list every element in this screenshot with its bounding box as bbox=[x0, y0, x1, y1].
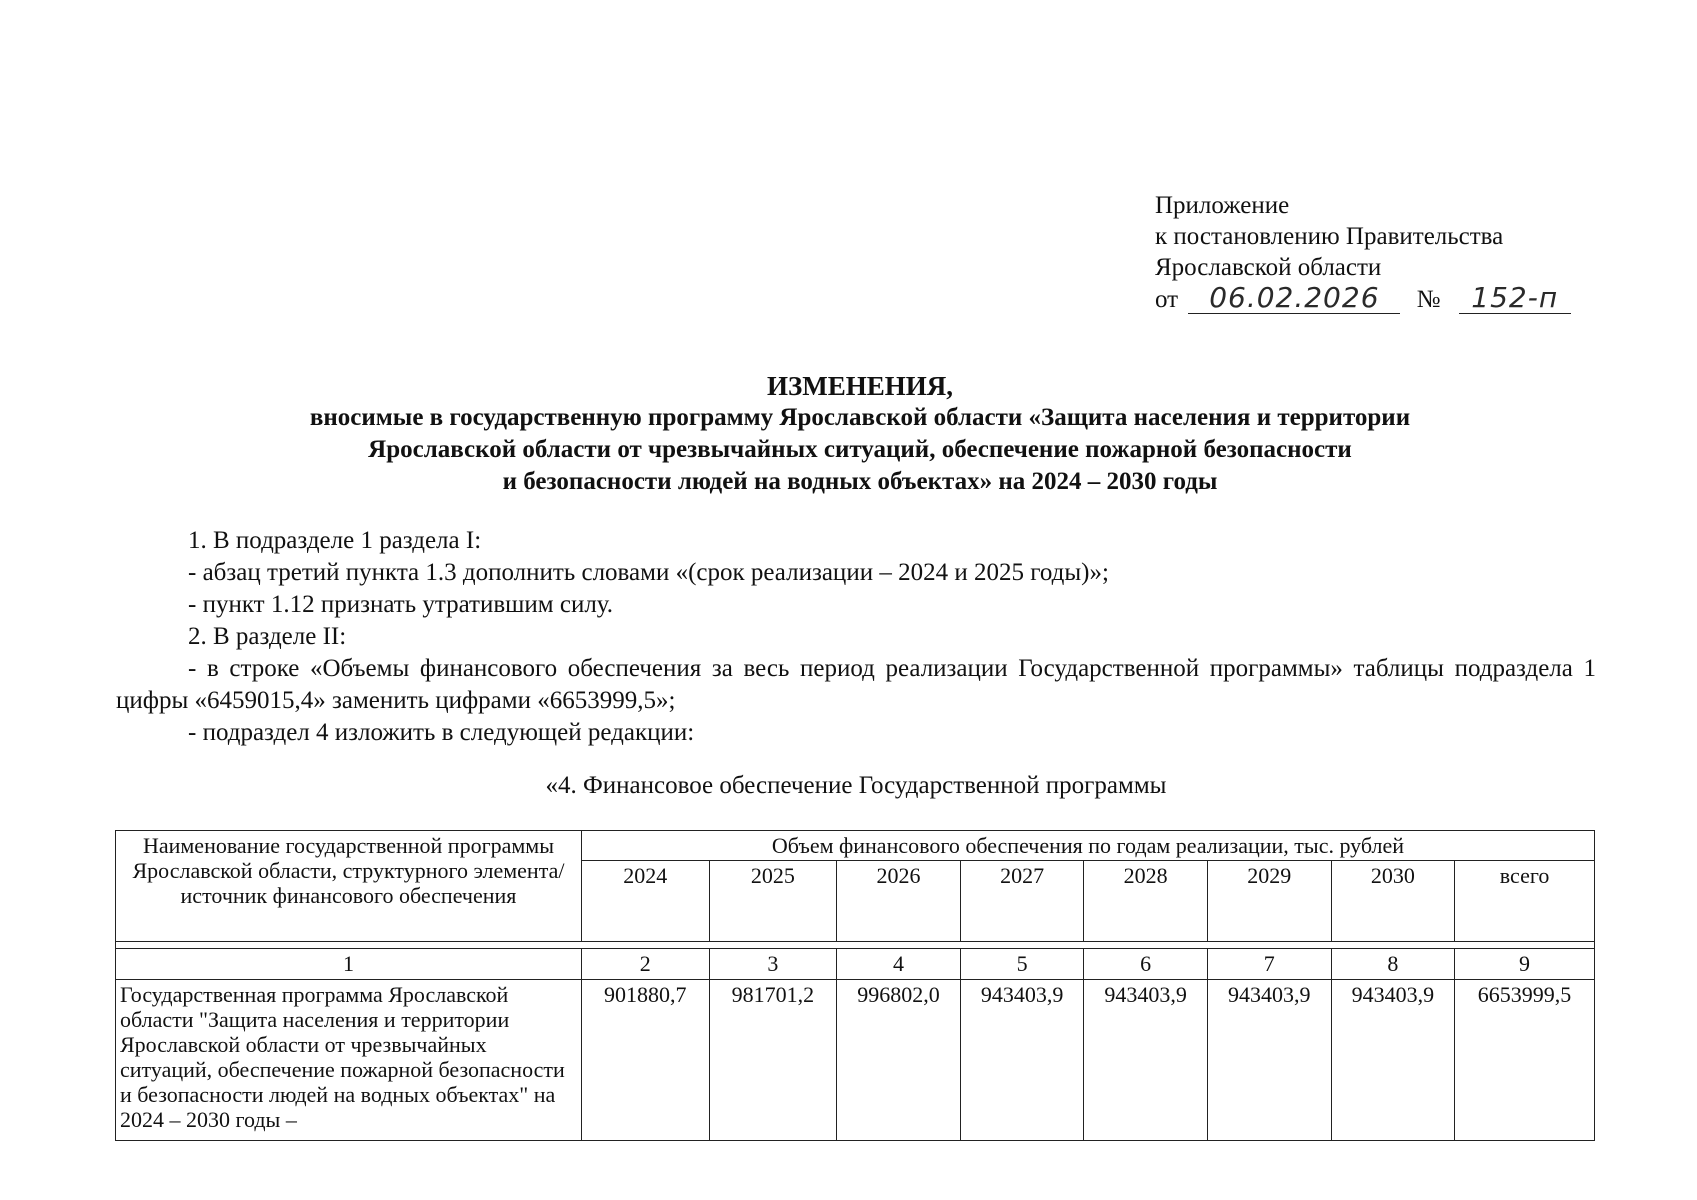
appendix-region: Ярославской области bbox=[1155, 254, 1382, 281]
section-caption: «4. Финансовое обеспечение Государственной программы bbox=[545, 772, 1167, 799]
year-header: 2028 bbox=[1084, 861, 1208, 942]
paragraph-5: - в строке «Объемы финансового обеспечения за весь период реализации Государственной программы» таблицы подраздела 1 цифры «6459015,4» заменить цифрами «6653999,5»; bbox=[116, 655, 1596, 714]
column-number: 3 bbox=[709, 949, 837, 980]
value-cell: 943403,9 bbox=[1331, 980, 1455, 1141]
table-header-row-1 bbox=[116, 831, 1595, 861]
value-cell: 996802,0 bbox=[837, 980, 961, 1141]
handwritten-date: 06.02.2026 bbox=[1188, 283, 1400, 314]
column-number: 1 bbox=[116, 949, 582, 980]
column-number-row bbox=[116, 949, 1595, 980]
total-value-cell: 6653999,5 bbox=[1455, 980, 1595, 1141]
title-line-3: и безопасности людей на водных объектах» на 2024 – 2030 годы bbox=[502, 468, 1218, 495]
appendix-date-number bbox=[1155, 283, 1571, 315]
handwritten-number: 152-п bbox=[1459, 283, 1571, 314]
appendix-block bbox=[1155, 190, 1571, 315]
year-header: 2025 bbox=[709, 861, 837, 942]
paragraph-2: - абзац третий пункта 1.3 дополнить словами «(срок реализации – 2024 и 2025 годы)»; bbox=[188, 559, 1109, 586]
name-column-header: Наименование государственной программы Ярославской области, структурного элемента/ источник финансового обеспечения bbox=[116, 831, 582, 942]
column-number: 7 bbox=[1207, 949, 1331, 980]
value-cell: 981701,2 bbox=[709, 980, 837, 1141]
appendix-resolution: к постановлению Правительства bbox=[1155, 223, 1504, 250]
title-line-1: вносимые в государственную программу Ярославской области «Защита населения и территории bbox=[309, 404, 1411, 431]
column-number: 6 bbox=[1084, 949, 1208, 980]
year-header: 2027 bbox=[960, 861, 1084, 942]
title-heading: ИЗМЕНЕНИЯ, bbox=[766, 371, 953, 401]
date-prefix: от bbox=[1155, 286, 1179, 313]
table-row bbox=[116, 980, 1595, 1141]
paragraph-6: - подраздел 4 изложить в следующей редакции: bbox=[188, 719, 695, 746]
table-gap-cell bbox=[116, 942, 1595, 949]
number-sign: № bbox=[1416, 286, 1441, 313]
value-cell: 943403,9 bbox=[960, 980, 1084, 1141]
total-header: всего bbox=[1455, 861, 1595, 942]
paragraph-3: - пункт 1.12 признать утратившим силу. bbox=[188, 591, 614, 618]
value-cell: 943403,9 bbox=[1084, 980, 1208, 1141]
financing-table bbox=[115, 830, 1595, 1141]
column-number: 9 bbox=[1455, 949, 1595, 980]
year-header: 2024 bbox=[581, 861, 709, 942]
appendix-label: Приложение bbox=[1155, 192, 1290, 219]
value-cell: 943403,9 bbox=[1207, 980, 1331, 1141]
paragraph-4: 2. В разделе II: bbox=[188, 623, 347, 650]
column-number: 5 bbox=[960, 949, 1084, 980]
title-line-2: Ярославской области от чрезвычайных ситуаций, обеспечение пожарной безопасности bbox=[368, 436, 1352, 463]
table-gap bbox=[116, 942, 1595, 949]
year-header: 2026 bbox=[837, 861, 961, 942]
column-number: 2 bbox=[581, 949, 709, 980]
paragraph-1: 1. В подразделе 1 раздела I: bbox=[188, 527, 482, 554]
document-body bbox=[116, 525, 1596, 749]
year-header: 2029 bbox=[1207, 861, 1331, 942]
column-number: 8 bbox=[1331, 949, 1455, 980]
volume-column-header: Объем финансового обеспечения по годам реализации, тыс. рублей bbox=[581, 831, 1594, 861]
column-number: 4 bbox=[837, 949, 961, 980]
year-header: 2030 bbox=[1331, 861, 1455, 942]
program-name-cell: Государственная программа Ярославской области "Защита населения и территории Ярославской области от чрезвычайных ситуаций, обеспечение пожарной безопасности и безопасности людей на водных объектах" на 2024 – 2030 годы – bbox=[116, 980, 582, 1141]
document-title bbox=[60, 370, 1660, 498]
value-cell: 901880,7 bbox=[581, 980, 709, 1141]
